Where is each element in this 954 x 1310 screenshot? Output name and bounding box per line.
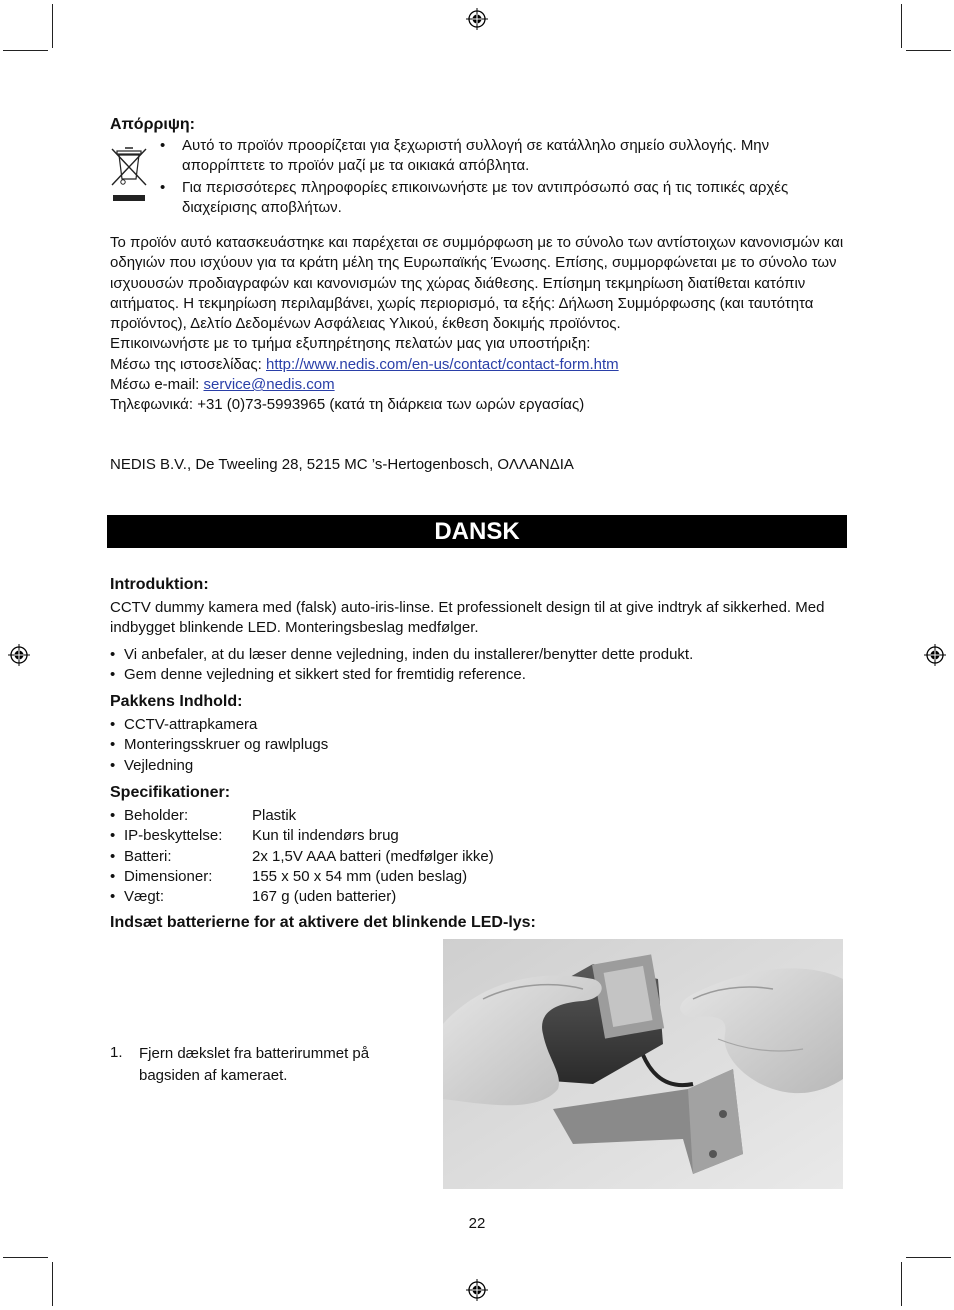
battery-heading: Indsæt batterierne for at aktivere det blinkende LED-lys: — [110, 914, 536, 931]
email-label: Μέσω e-mail: — [110, 376, 204, 394]
spec-row — [110, 867, 850, 887]
list-item: • Gem denne vejledning et sikkert sted for fremtidig reference. — [110, 665, 850, 685]
spec-list — [110, 806, 850, 907]
spec-row — [110, 826, 850, 846]
crop-mark — [906, 50, 951, 51]
crop-mark — [906, 1257, 951, 1258]
registration-mark-icon — [8, 644, 30, 666]
spec-row — [110, 847, 850, 867]
spec-value: 2x 1,5V AAA batteri (medfølger ikke) — [252, 847, 494, 865]
contents-heading: Pakkens Indhold: — [110, 693, 243, 710]
web-link[interactable]: http://www.nedis.com/en-us/contact/contact-form.htm — [266, 355, 619, 373]
section-banner: DANSK — [107, 515, 847, 548]
intro-text: CCTV dummy kamera med (falsk) auto-iris-linse. Et professionelt design til at give indtryk af sikkerhed. Med indbygget blinkende LED. Monteringsbeslag medfølger. — [110, 599, 825, 637]
registration-mark-icon — [466, 1279, 488, 1301]
crop-mark — [52, 1262, 53, 1306]
contact-intro: Επικοινωνήστε με το τμήμα εξυπηρέτησης πελατών μας για υποστήριξη: — [110, 335, 591, 353]
spec-row — [110, 887, 850, 907]
crop-mark — [52, 4, 53, 48]
list-item: • Vejledning — [110, 756, 850, 776]
email-link[interactable]: service@nedis.com — [203, 376, 335, 394]
address: NEDIS B.V., De Tweeling 28, 5215 MC ’s-Hertogenbosch, ΟΛΛΑΝΔΙΑ — [110, 456, 574, 473]
compliance-text: Το προϊόν αυτό κατασκευάστηκε και παρέχεται σε συμμόρφωση με το σύνολο των αντίστοιχων κανονισμών και οδηγιών που ισχύουν για τα κράτη μέλη της Ευρωπαϊκής Ένωσης. Επίσης, συμμορφώνεται με το σύνολο των ισχυουσών προδιαγραφών και κανονισμών της χώρας διάθεσης. Επίσημη τεκμηρίωση διατίθεται κατόπιν αιτήματος. Η τεκμηρίωση περιλαμβάνει, χωρίς περιορισμό, τα εξής: Δήλωση Συμμόρφωσης (και ταυτότητα προϊόντος), Δελτίο Δεδομένων Ασφάλειας Υλικού, έκθεση δοκιμής προϊόντος. — [110, 234, 844, 333]
list-item: • Αυτό το προϊόν προορίζεται για ξεχωριστή συλλογή σε κατάλληλο σημείο συλλογής. Μην απορρίπτετε το προϊόν μαζί με τα οικιακά απόβλητα. — [110, 136, 850, 177]
crop-mark — [901, 4, 902, 48]
spec-value: 155 x 50 x 54 mm (uden beslag) — [252, 867, 468, 885]
spec-key: • Vægt: — [124, 888, 165, 906]
email-line — [110, 375, 850, 395]
step-text: Fjern dækslet fra batterirummet på bagsiden af kameraet. — [139, 1045, 370, 1084]
compliance-block — [110, 233, 850, 416]
spec-row — [110, 806, 850, 826]
spec-key: • IP-beskyttelse: — [124, 827, 223, 845]
step-number: 1. — [110, 1044, 123, 1061]
crop-mark — [901, 1262, 902, 1306]
camera-battery-photo — [443, 939, 843, 1189]
spec-key: • Beholder: — [124, 807, 189, 824]
web-line — [110, 355, 850, 375]
web-label: Μέσω της ιστοσελίδας: — [110, 355, 266, 373]
crop-mark — [3, 1257, 48, 1258]
spec-value: Kun til indendørs brug — [252, 827, 399, 845]
registration-mark-icon — [466, 8, 488, 30]
disposal-list — [110, 136, 850, 218]
registration-mark-icon — [924, 644, 946, 666]
spec-value: 167 g (uden batterier) — [252, 888, 397, 906]
list-item: • CCTV-attrapkamera — [110, 715, 850, 735]
contents-list — [110, 715, 850, 776]
spec-value: Plastik — [252, 807, 297, 824]
list-item: • Monteringsskruer og rawlplugs — [110, 735, 850, 755]
spec-heading: Specifikationer: — [110, 784, 231, 801]
phone-line: Τηλεφωνικά: +31 (0)73-5993965 (κατά τη διάρκεια των ωρών εργασίας) — [110, 396, 585, 414]
spec-key: • Batteri: — [124, 847, 172, 865]
disposal-heading: Απόρριψη: — [110, 116, 195, 133]
page-number: 22 — [468, 1215, 486, 1232]
spec-key: • Dimensioner: — [124, 867, 213, 885]
step-item — [110, 1043, 400, 1087]
list-item: • Για περισσότερες πληροφορίες επικοινωνήστε με τον αντιπρόσωπό σας ή τις τοπικές αρχές διαχείρισης αποβλήτων. — [110, 178, 850, 219]
list-item: • Vi anbefaler, at du læser denne vejledning, inden du installerer/benytter dette produkt. — [110, 645, 850, 665]
intro-list — [110, 645, 850, 686]
intro-heading: Introduktion: — [110, 576, 209, 593]
crop-mark — [3, 50, 48, 51]
